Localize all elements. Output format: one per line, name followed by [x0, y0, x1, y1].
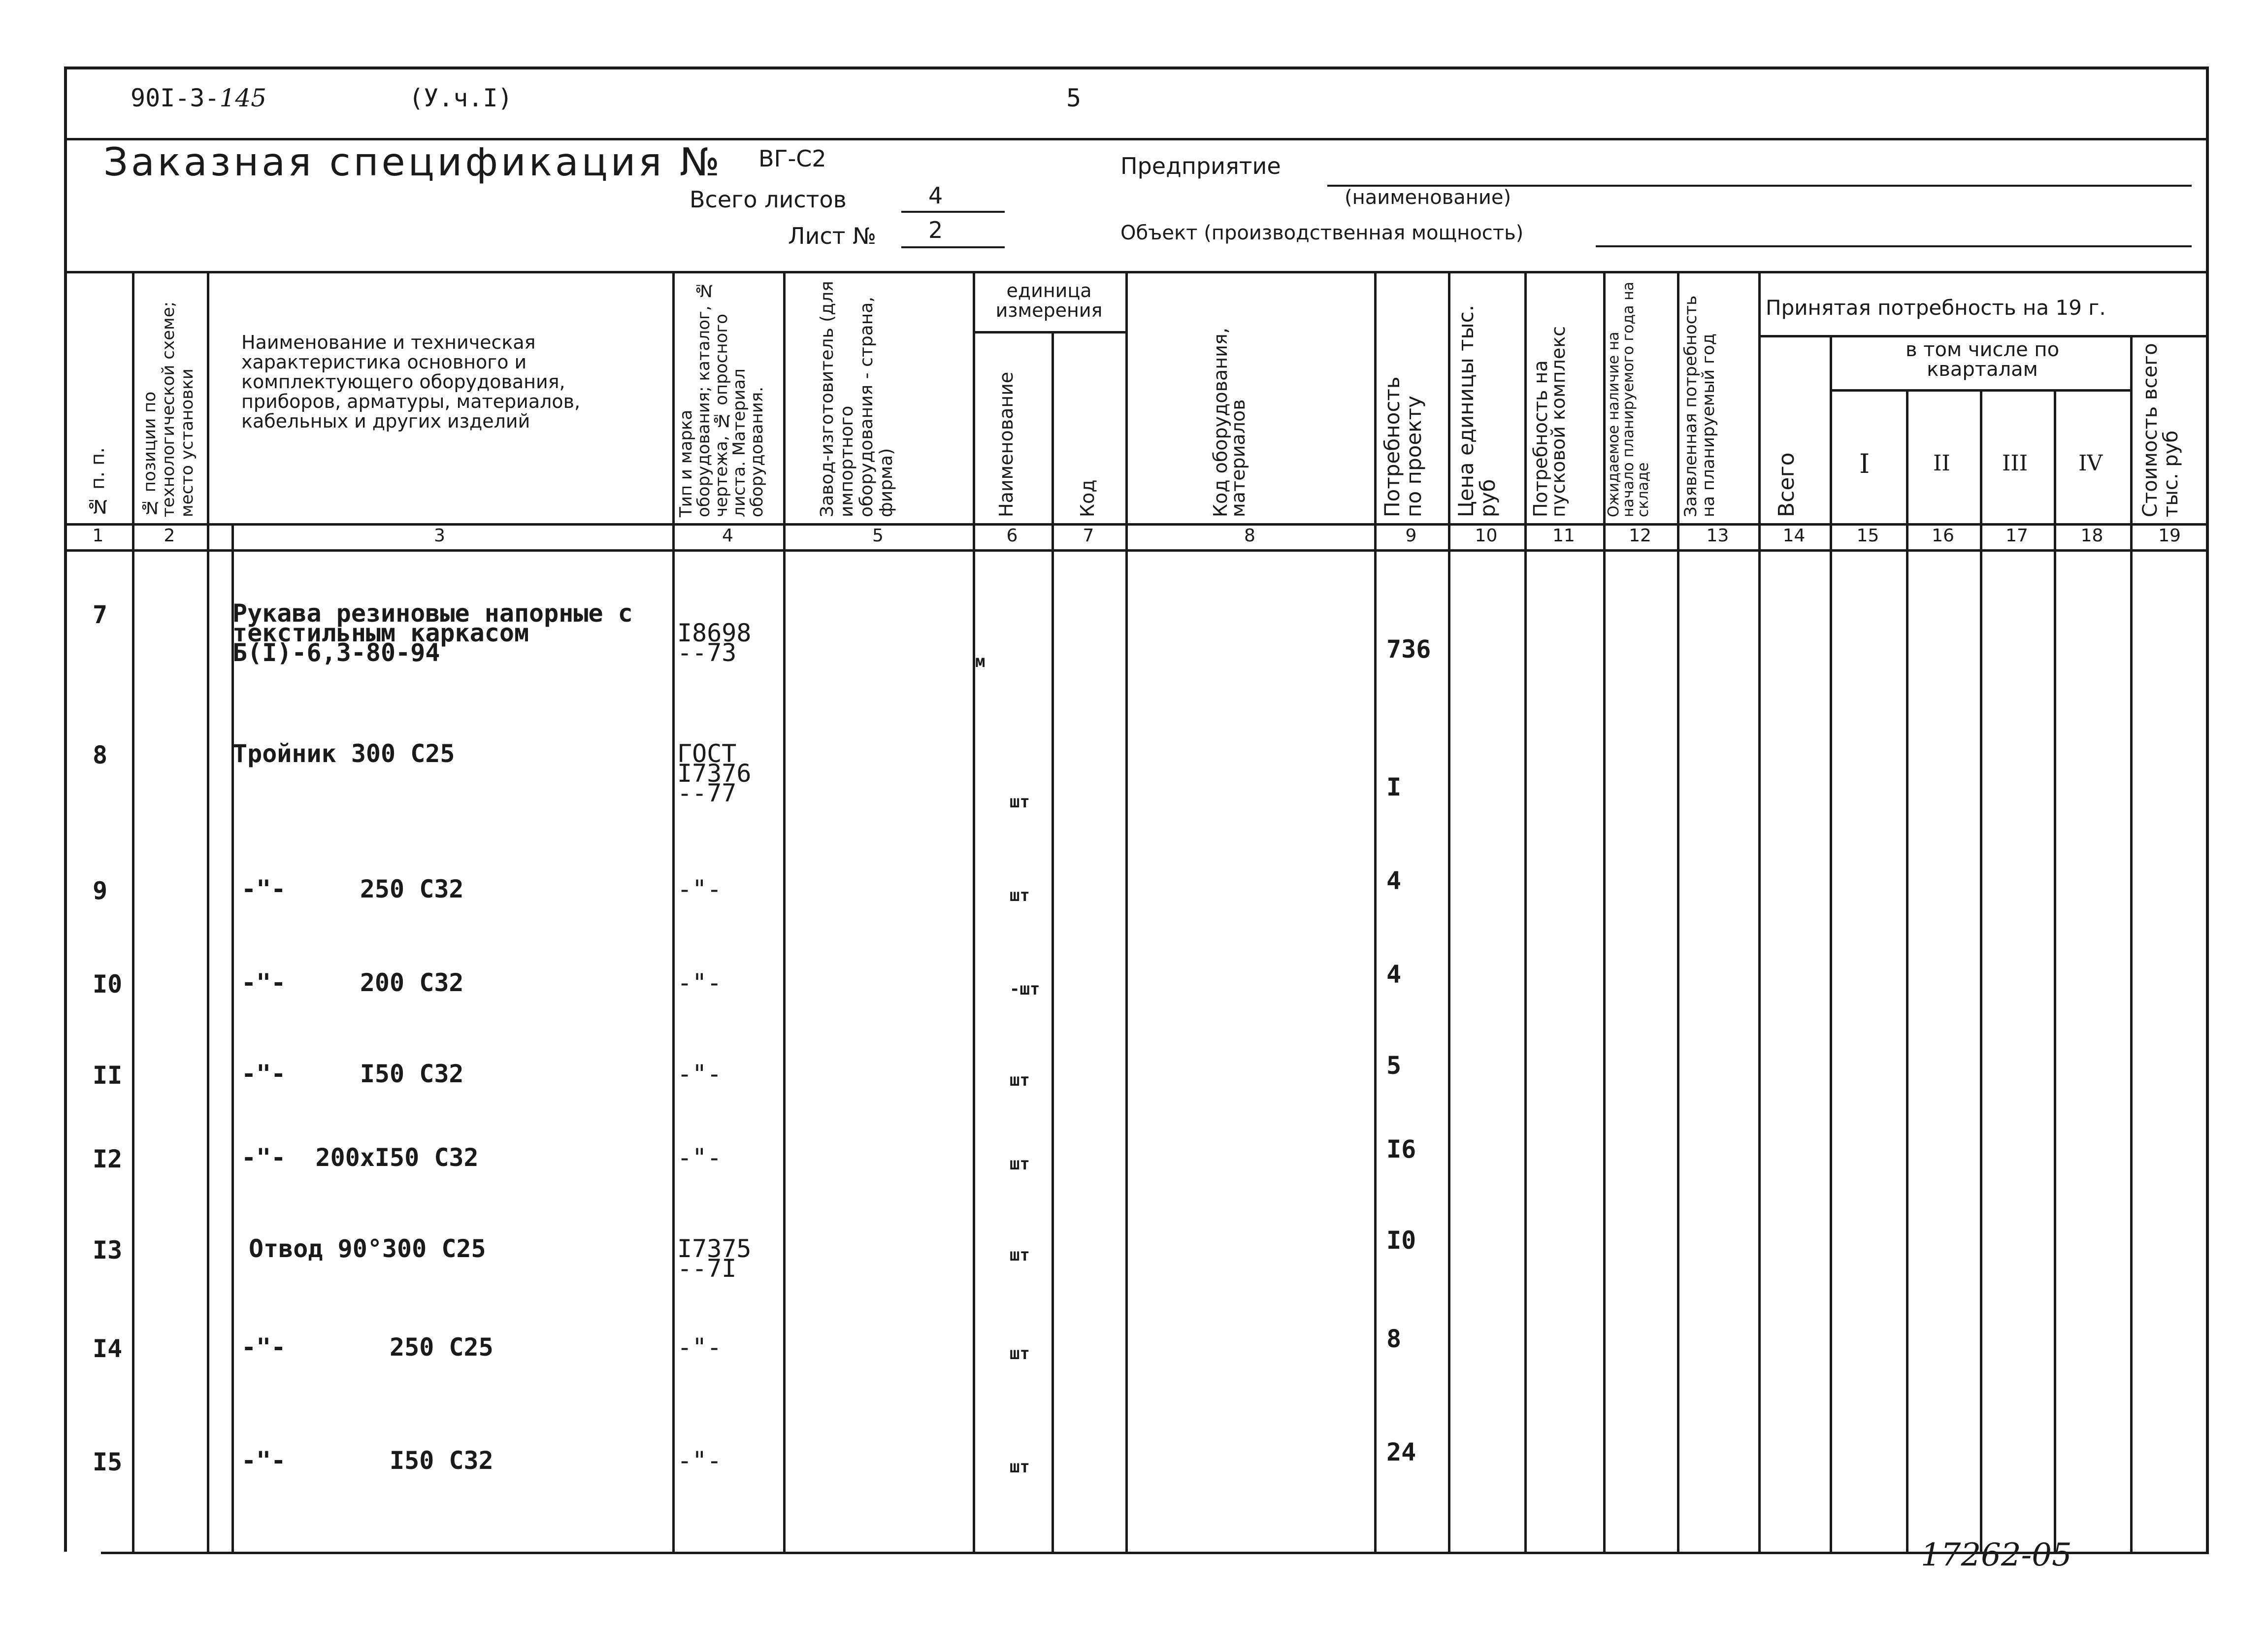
column-number-10: 10 [1475, 526, 1498, 546]
row-unit: м [975, 652, 986, 671]
row-number: II [93, 1061, 123, 1090]
doc-volume: (У.ч.I) [409, 84, 513, 112]
col-line-6 [973, 271, 975, 1552]
row-unit: шт [1010, 792, 1030, 812]
table-bottom-line [101, 1552, 2209, 1554]
column-number-16: 16 [1932, 526, 1954, 546]
row-quantity: 5 [1386, 1051, 1402, 1080]
row-quantity: 24 [1386, 1438, 1416, 1466]
col-line-1 [132, 271, 134, 1552]
accepted-group-line [1758, 335, 2209, 337]
header-col-10: Цена единицы тыс. руб [1454, 304, 1500, 517]
row-number: 9 [93, 876, 108, 905]
spec-number: ВГ-С2 [758, 145, 826, 172]
header-col-18: IV [2078, 451, 2103, 476]
row-type: ГОСТ I7376--77 [677, 739, 752, 807]
col-line-19 [2130, 335, 2133, 1552]
page-number: 5 [1066, 84, 1082, 112]
column-number-17: 17 [2005, 526, 2028, 546]
col-line-14 [1758, 271, 1761, 1552]
header-col-15: I [1859, 448, 1870, 479]
column-number-1: 1 [92, 526, 104, 546]
column-number-19: 19 [2158, 526, 2181, 546]
col-line-18 [2054, 389, 2056, 1552]
header-col-16: II [1933, 451, 1950, 476]
header-col-19: Стоимость всего тыс. руб [2139, 343, 2182, 517]
col-line-5 [783, 271, 786, 1552]
row-quantity: I [1386, 773, 1402, 801]
column-number-3: 3 [434, 526, 445, 546]
header-col-1: № п. п. [87, 447, 108, 517]
row-type: -"- [677, 1143, 722, 1172]
header-col-5: Завод-изготовитель (для импортного оборудования - страна, фирма) [817, 281, 896, 517]
column-number-9: 9 [1405, 526, 1417, 546]
object-label: Объект (производственная мощность) [1120, 222, 1524, 244]
row-number: I2 [93, 1145, 123, 1173]
row-quantity: 4 [1386, 960, 1402, 989]
row-quantity: 8 [1386, 1325, 1402, 1353]
header-col-8: Код оборудования, материалов [1210, 328, 1249, 517]
spec-title: Заказная спецификация № [103, 140, 723, 185]
header-col-12: Ожидаемое наличие на начало планируемого года на складе [1605, 281, 1652, 517]
row-type: -"- [677, 1060, 722, 1088]
row-unit: шт [1010, 1154, 1030, 1174]
row-type: -"- [677, 875, 722, 903]
row-quantity: 4 [1386, 866, 1402, 895]
row-unit: шт [1010, 1344, 1030, 1364]
header-col-13: Заявленная потребность на планируемый год [1681, 295, 1718, 517]
row-number: I0 [93, 970, 123, 999]
row-number: I4 [93, 1334, 123, 1363]
row-number: I5 [93, 1448, 123, 1476]
header-col-11: Потребность на пусковой комплекс [1530, 326, 1569, 517]
row-name: Тройник 300 С25 [232, 739, 455, 768]
footer-code: 17262-05 [1921, 1537, 2072, 1573]
col-line-7 [1052, 331, 1054, 1552]
header-unit-group: единица измерения [995, 280, 1103, 321]
row-unit: шт [1010, 1245, 1030, 1265]
header-accepted-group: Принятая потребность на 19 г. [1766, 296, 2106, 320]
col-line-15 [1830, 335, 1832, 1552]
header-col-3: Наименование и техническая характеристика основного и комплектующего оборудования, приборов, арматуры, материалов, кабельных и других изделий [241, 332, 581, 432]
col-line-8 [1125, 271, 1128, 1552]
col-line-11 [1524, 271, 1527, 1552]
row-name: Отвод 90°300 С25 [249, 1234, 486, 1263]
enterprise-label: Предприятие [1120, 153, 1281, 179]
column-number-2: 2 [164, 526, 175, 546]
col-line-13 [1677, 271, 1679, 1552]
object-line [1596, 245, 2192, 247]
column-number-18: 18 [2080, 526, 2104, 546]
header-col-14: Всего [1774, 452, 1799, 517]
colnum-bottom-line [64, 549, 2209, 552]
col-line-2 [207, 271, 209, 1552]
unit-group-line [973, 331, 1125, 333]
column-number-14: 14 [1782, 526, 1806, 546]
column-number-4: 4 [722, 526, 733, 546]
col-line-9 [1374, 271, 1377, 1552]
row-name: -"- 200хI50 С32 [241, 1143, 479, 1172]
total-sheets-label: Всего листов [690, 186, 847, 213]
row-unit: шт [1010, 1070, 1030, 1090]
column-number-5: 5 [872, 526, 884, 546]
row-number: 7 [93, 600, 108, 629]
header-col-9: Потребность по проекту [1380, 376, 1426, 517]
table-top-line [64, 271, 2209, 273]
doc-code-prefix: 90I-3- [131, 84, 220, 112]
sheet-number-label: Лист № [788, 223, 877, 249]
column-number-11: 11 [1552, 526, 1575, 546]
col-line-10 [1448, 271, 1450, 1552]
col-line-3 [231, 523, 234, 1552]
column-number-6: 6 [1006, 526, 1018, 546]
column-number-12: 12 [1629, 526, 1651, 546]
row-name: -"- 250 С32 [241, 875, 464, 903]
column-number-15: 15 [1856, 526, 1879, 546]
total-sheets-value: 4 [928, 182, 943, 209]
column-number-7: 7 [1083, 526, 1094, 546]
row-number: 8 [93, 741, 108, 769]
row-name: -"- I50 С32 [241, 1060, 464, 1088]
sheet-frame [64, 67, 2209, 1552]
sheet-number-value: 2 [928, 217, 943, 243]
row-quantity: 736 [1386, 635, 1431, 664]
header-col-6: Наименование [995, 371, 1017, 517]
row-unit: шт [1010, 1457, 1030, 1477]
doc-code-hand: 145 [219, 84, 267, 112]
row-unit: шт [1010, 886, 1030, 905]
row-name: -"- I50 С32 [241, 1446, 493, 1475]
row-name: -"- 250 С25 [241, 1333, 493, 1362]
header-col-4: Тип и марка оборудования; каталог, № чертежа, № опросного листа. Материал оборудования. [676, 280, 767, 517]
column-number-13: 13 [1706, 526, 1729, 546]
row-type: -"- [677, 1446, 722, 1475]
row-quantity: I6 [1386, 1135, 1416, 1164]
row-type: I7375--7I [677, 1234, 752, 1283]
header-col-17: III [2002, 451, 2028, 476]
row-type: I8698--73 [677, 619, 752, 667]
row-name: Рукава резиновые напорные с текстильным каркасом Б(I)-6,3-80-94 [232, 599, 633, 667]
enterprise-caption: (наименование) [1345, 186, 1512, 209]
row-quantity: I0 [1386, 1226, 1416, 1255]
col-line-4 [672, 271, 675, 1552]
col-line-17 [1980, 389, 1982, 1552]
row-unit: -шт [1010, 979, 1040, 999]
row-number: I3 [93, 1236, 123, 1265]
header-col-7: Код [1077, 479, 1098, 517]
sheet-number-line [901, 246, 1005, 248]
column-number-8: 8 [1244, 526, 1255, 546]
row-type: -"- [677, 1333, 722, 1362]
row-type: -"- [677, 968, 722, 997]
row-name: -"- 200 С32 [241, 968, 464, 997]
header-quarter-group: в том числе по кварталам [1905, 338, 2060, 381]
header-col-2: № позиции по технологической схеме; место установки [140, 301, 197, 517]
col-line-16 [1906, 389, 1908, 1552]
total-sheets-line [901, 211, 1005, 213]
